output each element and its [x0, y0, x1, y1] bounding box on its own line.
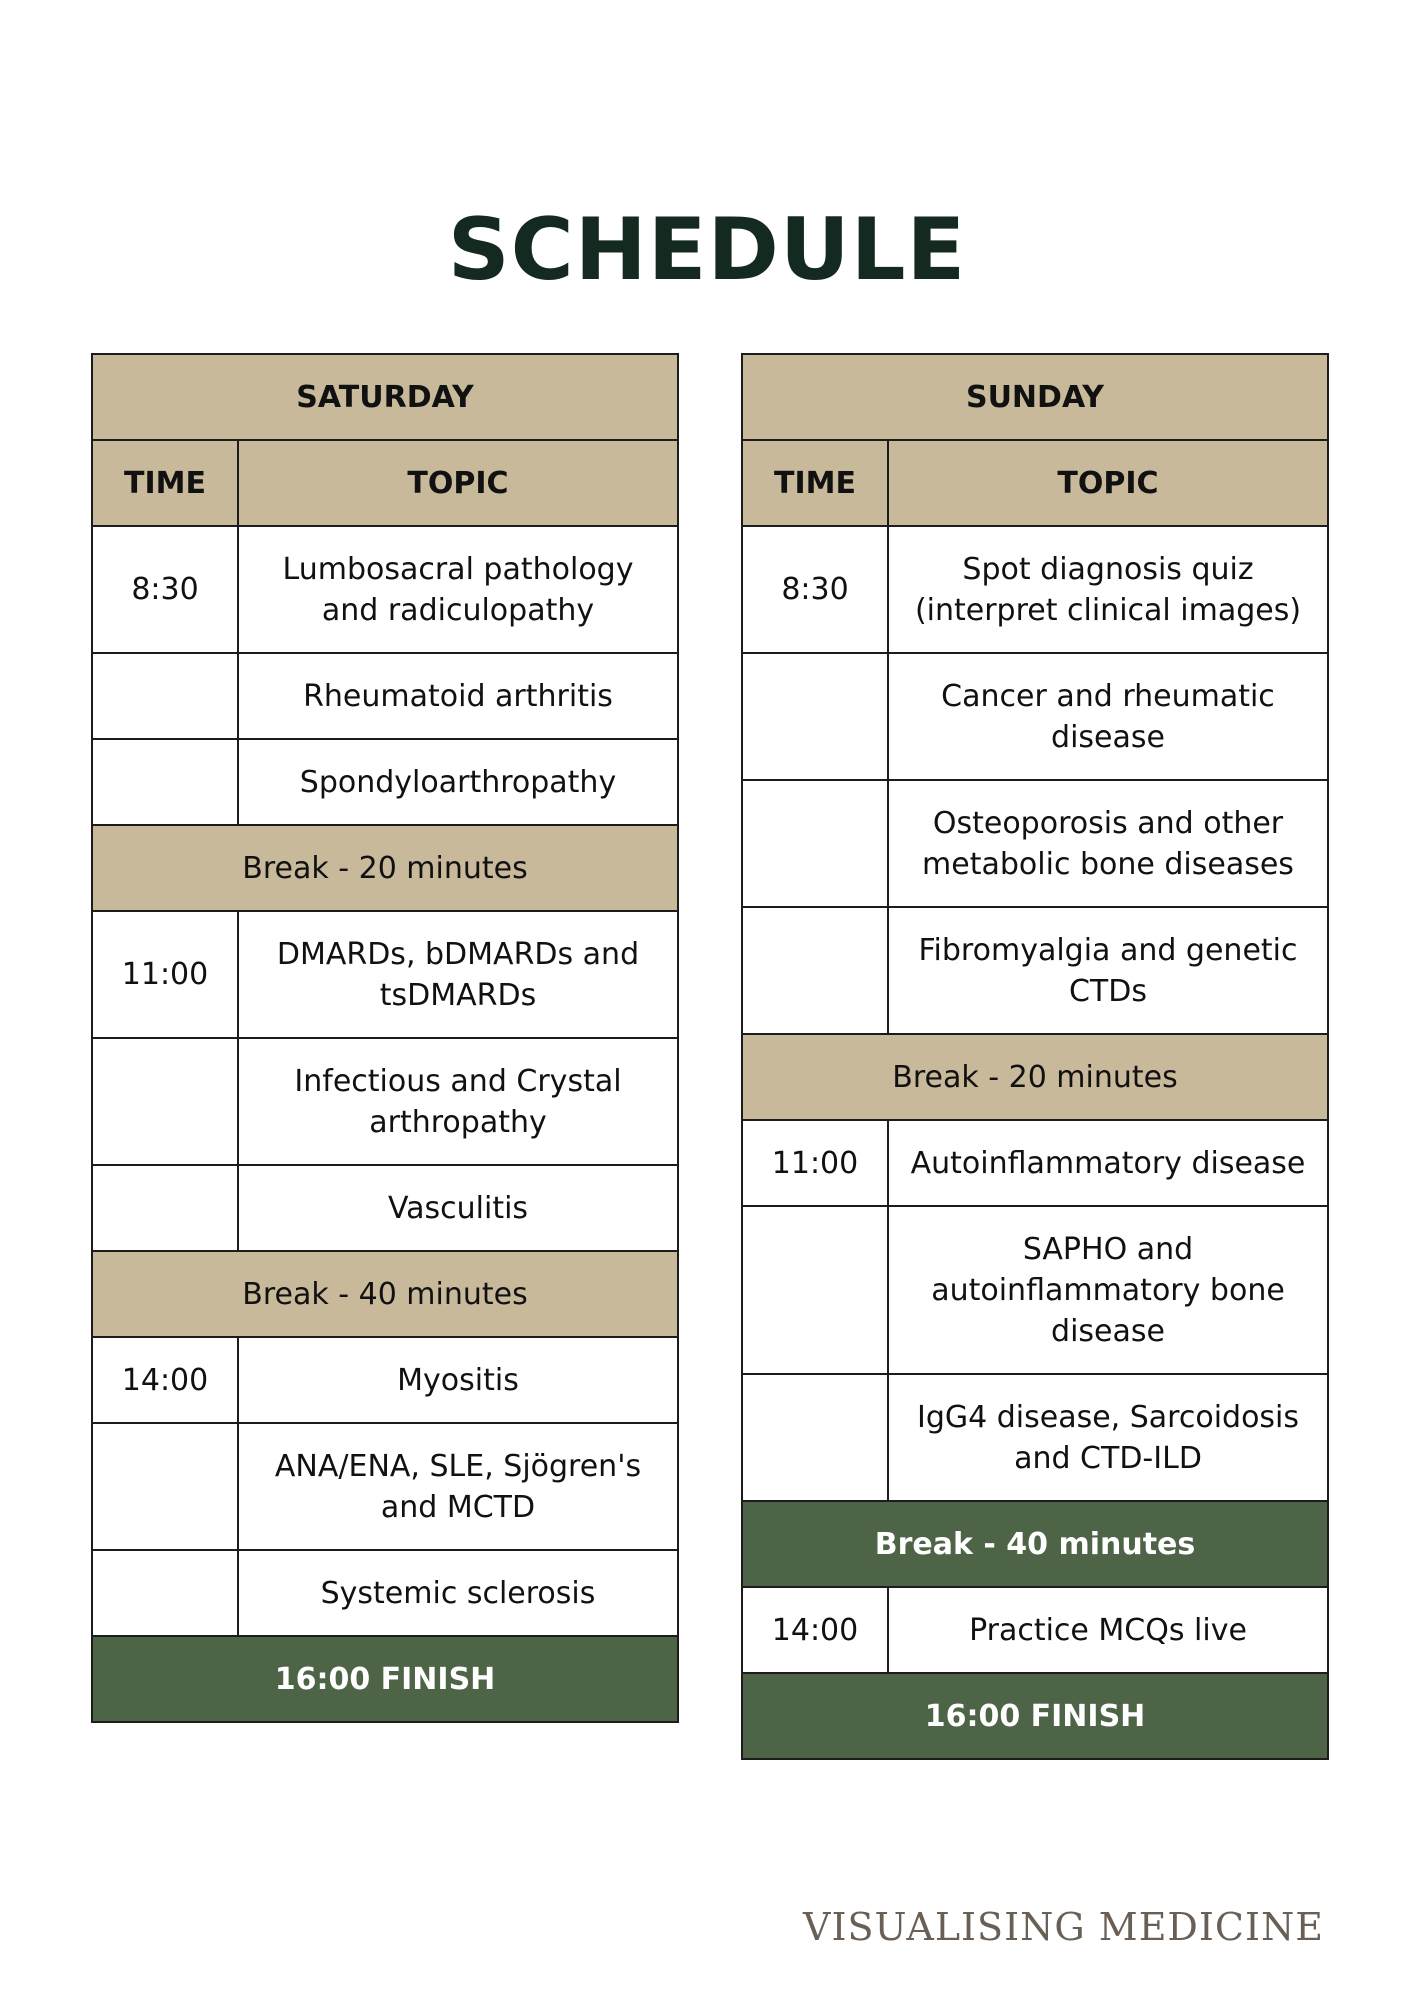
- saturday-day-header-row: [92, 354, 678, 440]
- topic-cell: Infectious and Crystal arthropathy: [238, 1038, 678, 1165]
- saturday-finish-cell: 16:00 FINISH: [92, 1636, 678, 1722]
- time-cell: 11:00: [742, 1120, 888, 1206]
- time-cell: 8:30: [742, 526, 888, 653]
- topic-cell: Osteoporosis and other metabolic bone diseases: [888, 780, 1328, 907]
- time-cell: [92, 1165, 238, 1251]
- table-row: [742, 907, 1328, 1034]
- topic-cell: IgG4 disease, Sarcoidosis and CTD-ILD: [888, 1374, 1328, 1501]
- break-cell: Break - 40 minutes: [92, 1251, 678, 1337]
- saturday-day-header: SATURDAY: [92, 354, 678, 440]
- table-row: [742, 653, 1328, 780]
- table-row: [92, 739, 678, 825]
- sunday-finish-cell: 16:00 FINISH: [742, 1673, 1328, 1759]
- sunday-day-header: SUNDAY: [742, 354, 1328, 440]
- break-row: [742, 1501, 1328, 1587]
- time-cell: [742, 1374, 888, 1501]
- time-cell: [742, 1206, 888, 1374]
- sunday-schedule-table: [741, 353, 1329, 1760]
- topic-cell: Lumbosacral pathology and radiculopathy: [238, 526, 678, 653]
- topic-cell: Autoinflammatory disease: [888, 1120, 1328, 1206]
- table-row: [742, 526, 1328, 653]
- topic-cell: Myositis: [238, 1337, 678, 1423]
- break-row: [92, 825, 678, 911]
- brand-footer: VISUALISING MEDICINE: [803, 1905, 1324, 1949]
- time-cell: 8:30: [92, 526, 238, 653]
- topic-cell: Cancer and rheumatic disease: [888, 653, 1328, 780]
- table-row: [92, 653, 678, 739]
- sunday-day-header-row: [742, 354, 1328, 440]
- sunday-topic-header: TOPIC: [888, 440, 1328, 526]
- table-row: [742, 1587, 1328, 1673]
- topic-cell: Rheumatoid arthritis: [238, 653, 678, 739]
- table-row: [92, 1337, 678, 1423]
- time-cell: [742, 780, 888, 907]
- sunday-column-header-row: [742, 440, 1328, 526]
- saturday-schedule-table: [91, 353, 679, 1723]
- saturday-time-header: TIME: [92, 440, 238, 526]
- time-cell: 11:00: [92, 911, 238, 1038]
- table-row: [92, 1038, 678, 1165]
- table-row: [742, 780, 1328, 907]
- finish-row: [92, 1636, 678, 1722]
- sunday-time-header: TIME: [742, 440, 888, 526]
- table-row: [92, 911, 678, 1038]
- table-row: [92, 1423, 678, 1550]
- topic-cell: Spondyloarthropathy: [238, 739, 678, 825]
- topic-cell: DMARDs, bDMARDs and tsDMARDs: [238, 911, 678, 1038]
- time-cell: [742, 653, 888, 780]
- break-row: [92, 1251, 678, 1337]
- time-cell: [92, 653, 238, 739]
- table-row: [742, 1374, 1328, 1501]
- break-cell: Break - 40 minutes: [742, 1501, 1328, 1587]
- topic-cell: Vasculitis: [238, 1165, 678, 1251]
- time-cell: [92, 739, 238, 825]
- page-title: SCHEDULE: [447, 200, 967, 300]
- table-row: [92, 1165, 678, 1251]
- time-cell: [92, 1550, 238, 1636]
- topic-cell: SAPHO and autoinflammatory bone disease: [888, 1206, 1328, 1374]
- table-row: [742, 1206, 1328, 1374]
- time-cell: [742, 907, 888, 1034]
- topic-cell: Fibromyalgia and genetic CTDs: [888, 907, 1328, 1034]
- time-cell: [92, 1423, 238, 1550]
- time-cell: 14:00: [92, 1337, 238, 1423]
- saturday-column-header-row: [92, 440, 678, 526]
- topic-cell: ANA/ENA, SLE, Sjögren's and MCTD: [238, 1423, 678, 1550]
- time-cell: [92, 1038, 238, 1165]
- table-row: [92, 526, 678, 653]
- time-cell: 14:00: [742, 1587, 888, 1673]
- table-row: [742, 1120, 1328, 1206]
- topic-cell: Practice MCQs live: [888, 1587, 1328, 1673]
- saturday-topic-header: TOPIC: [238, 440, 678, 526]
- break-cell: Break - 20 minutes: [92, 825, 678, 911]
- finish-row: [742, 1673, 1328, 1759]
- table-row: [92, 1550, 678, 1636]
- break-cell: Break - 20 minutes: [742, 1034, 1328, 1120]
- topic-cell: Systemic sclerosis: [238, 1550, 678, 1636]
- topic-cell: Spot diagnosis quiz (interpret clinical images): [888, 526, 1328, 653]
- break-row: [742, 1034, 1328, 1120]
